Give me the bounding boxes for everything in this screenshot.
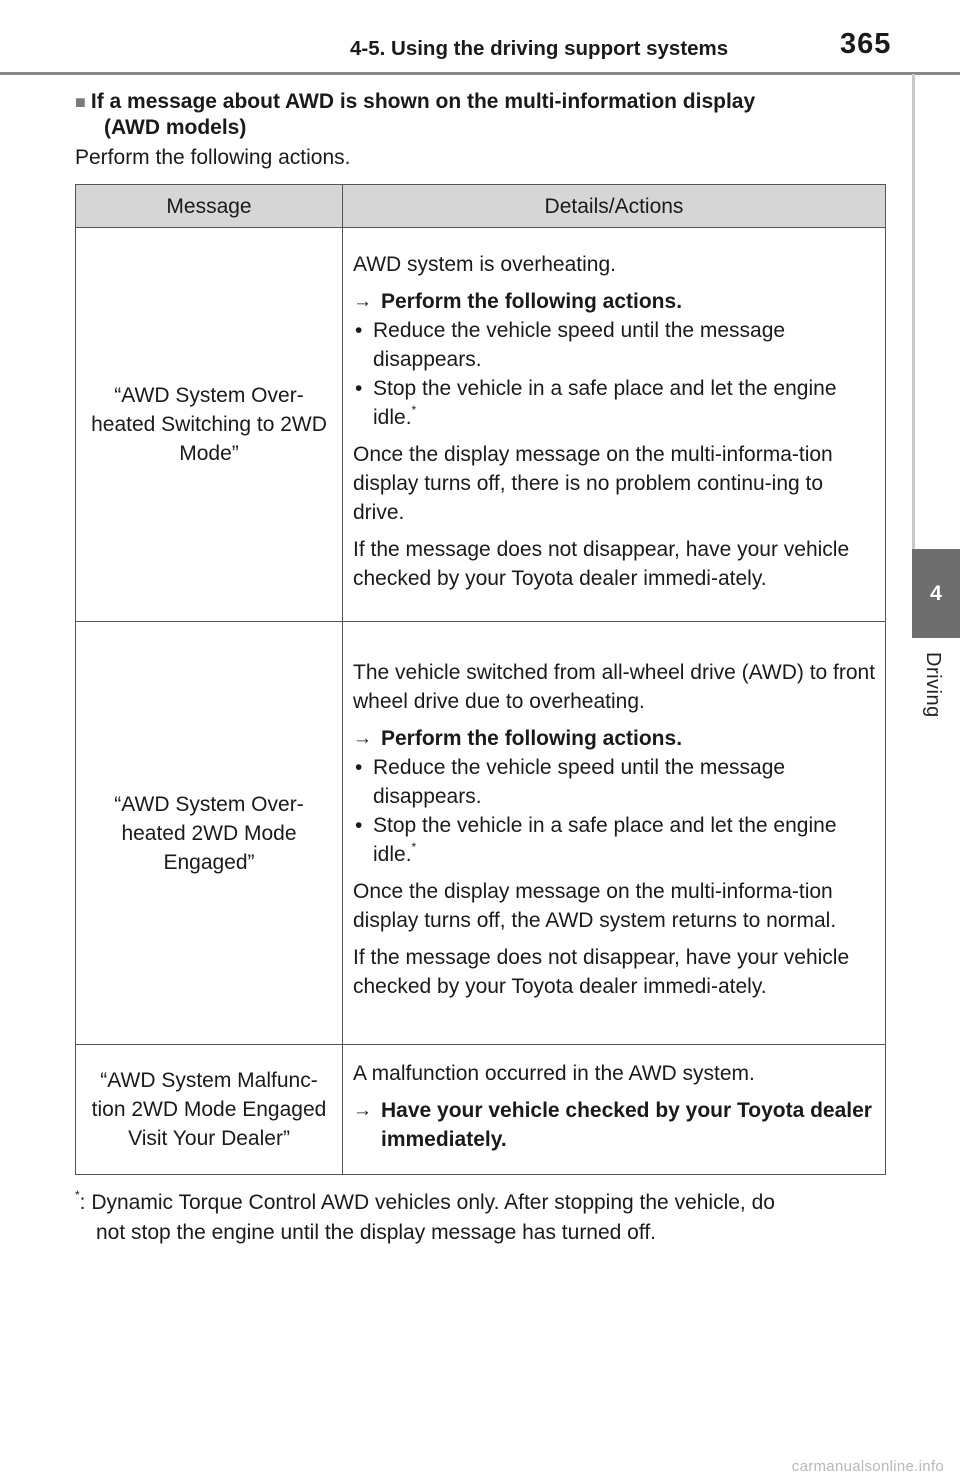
column-header-details: Details/Actions — [343, 185, 886, 228]
table-row — [76, 228, 886, 622]
message-table — [75, 184, 886, 1175]
message-cell: “AWD System Over-heated 2WD Mode Engaged” — [76, 622, 343, 1045]
bullet-list — [353, 316, 879, 432]
footnote-line-1: : Dynamic Torque Control AWD vehicles only. After stopping the vehicle, do — [79, 1191, 775, 1214]
footnote-line-2: not stop the engine until the display message has turned off. — [96, 1221, 656, 1244]
action-line — [353, 1096, 879, 1154]
action-line — [353, 724, 879, 753]
bullet-list — [353, 753, 879, 869]
intro-text: Perform the following actions. — [75, 146, 351, 169]
column-header-message: Message — [76, 185, 343, 228]
page-header — [0, 0, 960, 74]
bullet-icon: • — [355, 814, 363, 837]
details-cell — [343, 1045, 886, 1175]
side-divider — [912, 74, 915, 549]
fallback-text: If the message does not disappear, have your vehicle checked by your Toyota dealer immedi-ately. — [353, 946, 850, 998]
bullet-icon: • — [355, 376, 363, 400]
square-bullet-icon: ■ — [75, 92, 86, 112]
arrow-right-icon: → — [353, 290, 372, 312]
heading-line-2: (AWD models) — [104, 116, 247, 139]
table-row — [76, 622, 886, 1045]
list-item: • Reduce the vehicle speed until the message disappears. — [353, 316, 879, 374]
details-cell — [343, 622, 886, 1045]
arrow-right-icon: → — [353, 1099, 372, 1121]
bullet-icon: • — [355, 756, 363, 779]
arrow-right-icon: → — [353, 728, 372, 749]
result-text: Once the display message on the multi-informa-tion display turns off, there is no problem continu-ing to drive. — [353, 442, 833, 524]
list-item: • Stop the vehicle in a safe place and let the engine idle.* — [353, 374, 879, 432]
table-row — [76, 1045, 886, 1175]
footnote-mark: * — [411, 402, 417, 417]
list-item: • Reduce the vehicle speed until the message disappears. — [353, 753, 879, 811]
action-line — [353, 287, 879, 316]
section-title: 4-5. Using the driving support systems — [350, 37, 729, 60]
section-heading — [75, 89, 875, 141]
action-text: Perform the following actions. — [381, 289, 683, 313]
status-text: A malfunction occurred in the AWD system. — [353, 1061, 755, 1085]
footnote-mark: * — [75, 1188, 80, 1202]
details-cell — [343, 228, 886, 622]
message-cell: “AWD System Over-heated Switching to 2WD Mode” — [76, 228, 343, 622]
footnote — [75, 1188, 895, 1248]
action-text: Have your vehicle checked by your Toyota dealer immediately. — [381, 1098, 872, 1151]
chapter-tab — [912, 549, 960, 638]
watermark: carmanualsonline.info — [791, 1458, 944, 1475]
result-text: Once the display message on the multi-informa-tion display turns off, the AWD system returns to normal. — [353, 880, 837, 932]
action-text: Perform the following actions. — [381, 727, 683, 750]
header-divider — [0, 72, 960, 75]
fallback-text: If the message does not disappear, have your vehicle checked by your Toyota dealer immedi-ately. — [353, 537, 850, 590]
bullet-icon: • — [355, 318, 363, 342]
message-cell: “AWD System Malfunc-tion 2WD Mode Engaged Visit Your Dealer” — [76, 1045, 343, 1175]
table-header-row — [76, 185, 886, 228]
status-text: AWD system is overheating. — [353, 252, 616, 276]
heading-line-1: If a message about AWD is shown on the multi-information display — [90, 90, 756, 113]
status-text: The vehicle switched from all-wheel drive (AWD) to front wheel drive due to overheating. — [353, 661, 876, 713]
chapter-label: Driving — [922, 652, 944, 718]
chapter-number: 4 — [930, 581, 942, 605]
page-number: 365 — [840, 28, 892, 60]
footnote-mark: * — [411, 840, 417, 854]
list-item: • Stop the vehicle in a safe place and let the engine idle.* — [353, 811, 879, 869]
